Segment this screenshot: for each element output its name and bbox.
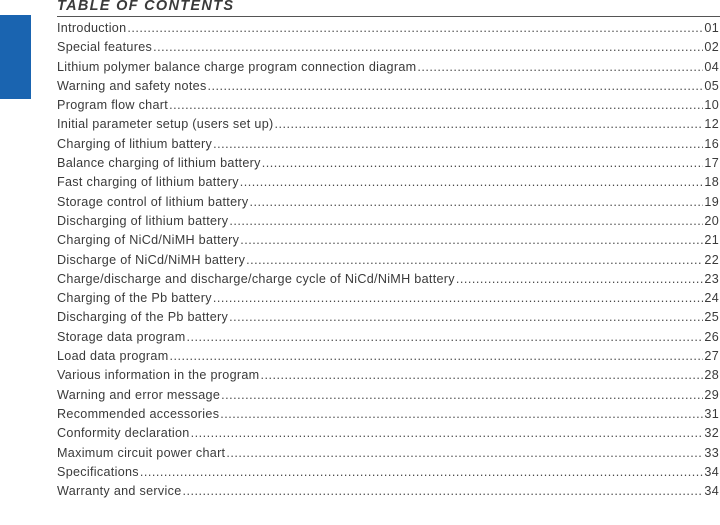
toc-entry-title: Discharge of NiCd/NiMH battery (57, 252, 246, 267)
toc-entry-title: Various information in the program (57, 368, 260, 383)
toc-entry-title: Charging of lithium battery (57, 136, 213, 151)
toc-dot-leader (226, 444, 703, 463)
side-color-tab (0, 15, 31, 99)
toc-entry[interactable] (57, 135, 720, 154)
toc-entry[interactable] (57, 115, 720, 134)
toc-entry[interactable] (57, 77, 720, 96)
toc-dot-leader (169, 96, 703, 115)
toc-entry[interactable] (57, 38, 720, 57)
toc-entry-page-number: 33 (704, 445, 719, 460)
toc-entry-title: Fast charging of lithium battery (57, 175, 239, 190)
toc-entry-page-number: 16 (704, 136, 719, 151)
toc-entry[interactable] (57, 96, 720, 115)
toc-entry[interactable] (57, 173, 720, 192)
toc-dot-leader (191, 424, 704, 443)
toc-entry-title: Warning and safety notes (57, 78, 207, 93)
toc-dot-leader (229, 212, 703, 231)
toc-entry[interactable] (57, 19, 720, 38)
toc-entry[interactable] (57, 231, 720, 250)
toc-entry-page-number: 10 (704, 98, 719, 113)
toc-dot-leader (213, 289, 704, 308)
toc-dot-leader (153, 38, 703, 57)
toc-entry-page-number: 17 (704, 156, 719, 171)
toc-entry-page-number: 25 (704, 310, 719, 325)
toc-entry[interactable] (57, 193, 720, 212)
toc-entry[interactable] (57, 328, 720, 347)
toc-entry[interactable] (57, 270, 720, 289)
toc-dot-leader (187, 328, 704, 347)
toc-entry-page-number: 20 (704, 213, 719, 228)
toc-dot-leader (250, 193, 704, 212)
toc-entry[interactable] (57, 386, 720, 405)
toc-dot-leader (229, 308, 703, 327)
toc-entry[interactable] (57, 405, 720, 424)
toc-entry-title: Conformity declaration (57, 426, 190, 441)
toc-entry-title: Special features (57, 40, 153, 55)
toc-dot-leader (221, 386, 703, 405)
table-of-contents-list (57, 19, 720, 501)
toc-dot-leader (246, 251, 703, 270)
toc-entry-title: Charging of NiCd/NiMH battery (57, 233, 240, 248)
toc-entry-page-number: 02 (704, 40, 719, 55)
toc-entry-title: Charge/discharge and discharge/charge cycle of NiCd/NiMH battery (57, 271, 455, 286)
toc-entry-title: Balance charging of lithium battery (57, 156, 261, 171)
toc-entry-page-number: 29 (704, 387, 719, 402)
toc-entry-title: Lithium polymer balance charge program connection diagram (57, 59, 417, 74)
toc-entry-page-number: 24 (704, 291, 719, 306)
toc-dot-leader (208, 77, 704, 96)
toc-entry[interactable] (57, 308, 720, 327)
toc-entry-page-number: 22 (704, 252, 719, 267)
toc-entry-title: Initial parameter setup (users set up) (57, 117, 274, 132)
toc-entry-page-number: 27 (704, 349, 719, 364)
toc-entry-title: Discharging of the Pb battery (57, 310, 229, 325)
toc-entry-page-number: 34 (704, 464, 719, 479)
toc-entry[interactable] (57, 444, 720, 463)
toc-entry-title: Introduction (57, 21, 127, 35)
toc-entry[interactable] (57, 154, 720, 173)
toc-entry-page-number: 01 (704, 21, 719, 35)
toc-entry-page-number: 26 (704, 329, 719, 344)
toc-dot-leader (262, 154, 704, 173)
toc-dot-leader (183, 482, 704, 501)
toc-entry[interactable] (57, 482, 720, 501)
toc-entry-page-number: 34 (704, 484, 719, 499)
heading-rule (57, 0, 720, 17)
toc-dot-leader (213, 135, 703, 154)
toc-entry-title: Recommended accessories (57, 406, 220, 421)
toc-entry-title: Program flow chart (57, 98, 169, 113)
toc-entry[interactable] (57, 424, 720, 443)
toc-entry[interactable] (57, 212, 720, 231)
toc-dot-leader (127, 19, 703, 38)
toc-entry-title: Storage data program (57, 329, 186, 344)
toc-entry[interactable] (57, 366, 720, 385)
toc-entry-page-number: 05 (704, 78, 719, 93)
toc-dot-leader (170, 347, 704, 366)
toc-entry-page-number: 23 (704, 271, 719, 286)
toc-dot-leader (260, 366, 703, 385)
toc-entry-page-number: 21 (704, 233, 719, 248)
toc-dot-leader (456, 270, 703, 289)
toc-dot-leader (417, 58, 703, 77)
toc-entry[interactable] (57, 289, 720, 308)
toc-entry-title: Load data program (57, 349, 169, 364)
toc-entry[interactable] (57, 251, 720, 270)
toc-entry-page-number: 32 (704, 426, 719, 441)
toc-entry-page-number: 28 (704, 368, 719, 383)
toc-entry-title: Maximum circuit power chart (57, 445, 226, 460)
toc-dot-leader (240, 231, 703, 250)
toc-entry[interactable] (57, 347, 720, 366)
toc-entry-page-number: 18 (704, 175, 719, 190)
toc-entry-title: Storage control of lithium battery (57, 194, 249, 209)
toc-dot-leader (275, 115, 704, 134)
toc-entry[interactable] (57, 58, 720, 77)
toc-entry-title: Warning and error message (57, 387, 221, 402)
toc-entry-title: Charging of the Pb battery (57, 291, 212, 306)
toc-dot-leader (220, 405, 703, 424)
toc-entry-title: Specifications (57, 464, 139, 479)
toc-entry-title: Warranty and service (57, 484, 182, 499)
toc-dot-leader (240, 173, 704, 192)
toc-entry-page-number: 31 (704, 406, 719, 421)
toc-entry-page-number: 12 (704, 117, 719, 132)
toc-entry-title: Discharging of lithium battery (57, 213, 229, 228)
toc-dot-leader (140, 463, 703, 482)
toc-entry[interactable] (57, 463, 720, 482)
page-title: TABLE OF CONTENTS (57, 0, 235, 14)
toc-entry-page-number: 19 (704, 194, 719, 209)
toc-entry-page-number: 04 (704, 59, 719, 74)
